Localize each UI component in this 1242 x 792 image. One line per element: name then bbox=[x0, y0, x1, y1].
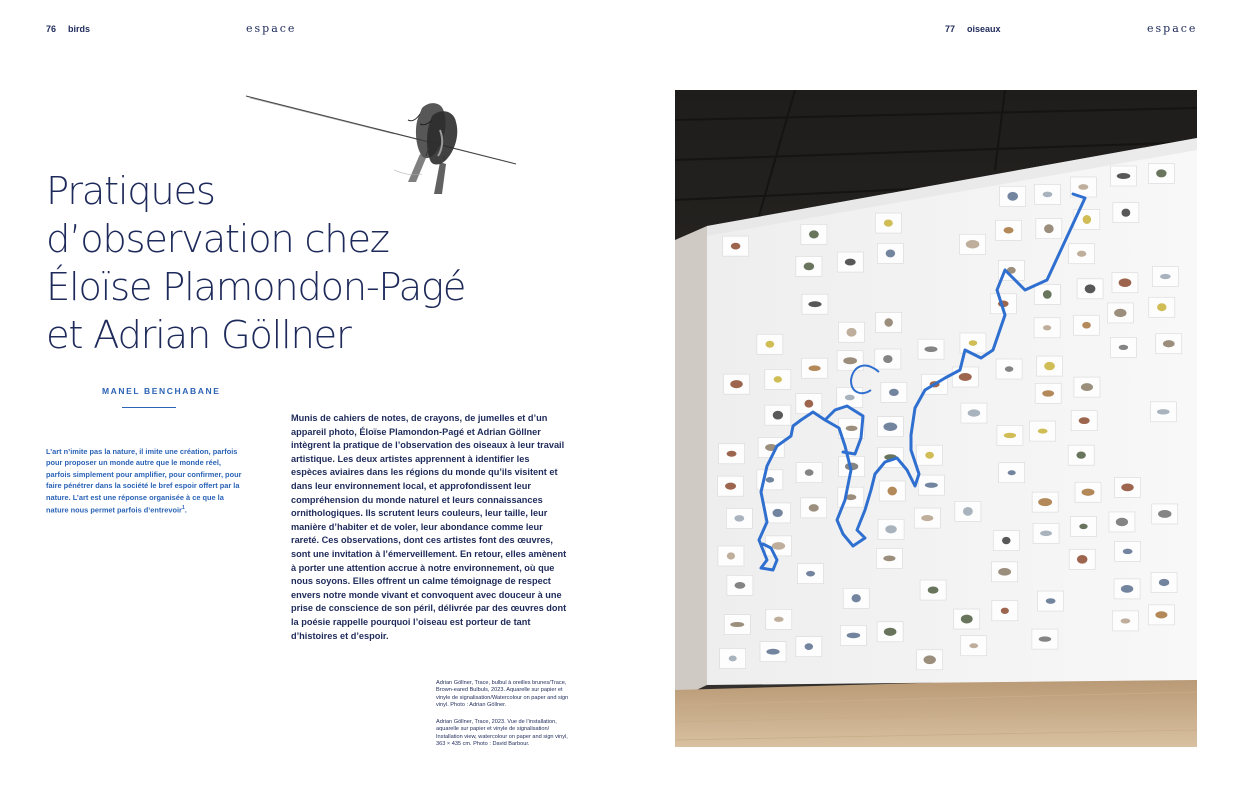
bird-watercolour bbox=[725, 483, 736, 490]
article-title bbox=[46, 168, 586, 360]
bird-watercolour bbox=[804, 400, 813, 408]
bird-watercolour bbox=[925, 482, 938, 487]
bird-watercolour bbox=[883, 422, 897, 430]
bird-watercolour bbox=[731, 243, 740, 250]
bird-watercolour bbox=[886, 249, 895, 257]
bird-watercolour bbox=[1119, 345, 1128, 350]
bird-watercolour bbox=[1039, 636, 1052, 641]
bird-watercolour bbox=[773, 411, 783, 420]
bird-watercolour bbox=[1077, 555, 1088, 564]
bird-watercolour bbox=[1078, 184, 1088, 190]
bird-watercolour bbox=[772, 542, 785, 550]
bird-watercolour bbox=[845, 395, 855, 401]
bird-watercolour bbox=[969, 643, 978, 648]
bird-watercolour bbox=[1043, 325, 1051, 330]
page-number-right: 77 bbox=[945, 24, 956, 34]
bird-watercolour bbox=[1123, 549, 1133, 554]
bird-watercolour bbox=[1079, 417, 1090, 424]
article-body: Munis de cahiers de notes, de crayons, de jumelles et d’un appareil photo, Éloïse Plamondon-Pagé et Adrian Göllner intègrent la pratique de l’observation des oiseaux à leur travail artistique. Les deux artistes apprennent à identifier les espèces aviaires dans les régions du monde qu’ils visitent et dans leur environnement local, et approfondissent leur compréhension du monde naturel et leurs connaissances ornithologiques. Ils scrutent leurs couleurs, leur taille, leur manière d’habiter et de voler, leur abondance comme leur rareté. Ces observations, dont ces artistes font des œuvres, sont une invitation à l’émerveillement. En retour, elles amènent à porter une attention accrue à notre environnement, où que nous soyons. Elles offrent un calme témoignage de respect envers notre monde vivant et convoquent avec douceur à une prise de conscience de son péril, délivrée par des œuvres dont la poésie rappelle pourquoi l’oiseau est porteur de tant d’histoires et d’espoir. bbox=[291, 413, 567, 641]
title-line: Pratiques bbox=[46, 169, 215, 214]
author-byline: MANEL BENCHABANE bbox=[102, 386, 221, 396]
right-page bbox=[621, 0, 1242, 792]
photo-caption-1: Adrian Göllner, Trace, bulbul à oreilles brunes/Trace, Brown-eared Bulbuls, 2023. Aquarelle sur papier et vinyle de signalisation/Watercolour on paper and sign vinyl. Photo : Adrian Göllner. bbox=[436, 680, 569, 709]
bird-watercolour bbox=[923, 655, 935, 664]
page-number-left: 76 bbox=[46, 24, 57, 34]
bird-watercolour bbox=[1156, 169, 1166, 177]
bird-watercolour bbox=[1155, 611, 1167, 618]
bird-watercolour bbox=[1044, 362, 1055, 370]
bird-watercolour bbox=[884, 628, 897, 636]
photo-caption-2: Adrian Göllner, Trace, 2023. Vue de l’installation, aquarelle sur papier et vinyle de signalisation/ Installation view, watercolour on paper and sign vinyl, 363 × 435 cm. Photo : David Barbour. bbox=[436, 719, 568, 748]
bird-watercolour bbox=[727, 552, 735, 559]
installation-scene bbox=[675, 90, 1197, 747]
title-line: Éloïse Plamondon-Pagé bbox=[46, 265, 466, 310]
section-label-left: birds bbox=[68, 24, 91, 34]
bird-watercolour bbox=[1044, 224, 1054, 233]
bird-watercolour bbox=[1121, 483, 1133, 491]
epigraph-text: L’art n’imite pas la nature, il imite une création, parfois pour proposer un monde autre que le monde réel, parfois simplement pour amplifier, pour confirmer, pour faire pénétrer dans la société le bref espoir offert par la nature. L’art est une réponse organisée à ce que la nature nous permet parfois d’entrevoir bbox=[46, 447, 242, 515]
bird-watercolour bbox=[805, 643, 813, 650]
bird-watercolour bbox=[1083, 215, 1092, 224]
bird-watercolour bbox=[1043, 290, 1052, 299]
bird-watercolour bbox=[1004, 227, 1014, 233]
bird-watercolour bbox=[1007, 192, 1018, 201]
bird-watercolour bbox=[925, 452, 934, 459]
gallery-installation-photo bbox=[675, 90, 1197, 747]
bird-watercolour bbox=[847, 633, 861, 639]
bird-watercolour bbox=[727, 451, 737, 457]
bird-watercolour bbox=[774, 376, 782, 382]
bird-watercolour bbox=[998, 568, 1011, 576]
section-label-right: oiseaux bbox=[967, 24, 1001, 34]
bird-watercolour bbox=[1160, 274, 1171, 279]
bird-watercolour bbox=[1082, 322, 1091, 329]
bird-watercolour bbox=[1121, 585, 1133, 593]
bird-watercolour bbox=[766, 477, 774, 483]
bird-watercolour bbox=[1002, 537, 1010, 544]
bird-watercolour bbox=[961, 615, 973, 624]
bird-watercolour bbox=[847, 328, 857, 337]
bird-watercolour bbox=[806, 571, 815, 577]
bird-watercolour bbox=[730, 622, 744, 627]
bird-watercolour bbox=[809, 230, 819, 238]
bird-watercolour bbox=[959, 373, 972, 381]
bird-watercolour bbox=[1082, 489, 1095, 496]
bird-watercolour bbox=[1046, 598, 1056, 604]
bird-watercolour bbox=[1081, 383, 1093, 391]
bird-watercolour bbox=[1158, 510, 1171, 518]
bird-watercolour bbox=[1076, 452, 1085, 459]
bird-watercolour bbox=[774, 617, 784, 622]
bird-watercolour bbox=[1116, 518, 1128, 526]
bird-watercolour bbox=[1159, 579, 1170, 586]
bird-watercolour bbox=[1077, 251, 1086, 257]
bird-watercolour bbox=[925, 346, 938, 352]
bird-watercolour bbox=[735, 582, 746, 589]
magazine-brand-left: espace bbox=[246, 22, 297, 35]
bird-watercolour bbox=[1004, 433, 1016, 438]
bird-watercolour bbox=[888, 487, 897, 496]
bird-watercolour bbox=[1121, 209, 1130, 217]
bird-watercolour bbox=[730, 380, 743, 388]
bird-watercolour bbox=[884, 318, 892, 327]
bird-watercolour bbox=[1157, 303, 1166, 311]
bird-watercolour bbox=[1040, 531, 1052, 537]
bird-watercolour bbox=[1042, 390, 1054, 396]
bird-watercolour bbox=[766, 649, 779, 655]
bird-watercolour bbox=[773, 509, 783, 517]
bird-watercolour bbox=[928, 586, 939, 593]
title-line: et Adrian Göllner bbox=[46, 313, 351, 358]
bird-watercolour bbox=[889, 389, 899, 396]
bird-watercolour bbox=[1119, 278, 1132, 287]
bird-watercolour bbox=[809, 504, 819, 512]
bird-watercolour bbox=[921, 515, 933, 521]
bird-watercolour bbox=[969, 340, 978, 346]
bird-watercolour bbox=[804, 263, 814, 271]
bird-watercolour bbox=[1038, 429, 1048, 434]
bird-watercolour bbox=[1117, 173, 1131, 179]
bird-watercolour bbox=[1005, 366, 1014, 372]
bird-watercolour bbox=[808, 301, 821, 307]
bird-watercolour bbox=[809, 365, 821, 371]
bird-watercolour bbox=[884, 219, 893, 226]
footnote-marker: 1 bbox=[181, 505, 185, 512]
bird-watercolour bbox=[846, 426, 858, 431]
bird-watercolour bbox=[1079, 524, 1087, 529]
byline-divider bbox=[122, 407, 176, 408]
bird-watercolour bbox=[1008, 470, 1016, 475]
bird-watercolour bbox=[852, 594, 861, 602]
magazine-brand-right: espace bbox=[1147, 22, 1198, 35]
bird-watercolour bbox=[885, 525, 896, 533]
bird-watercolour bbox=[883, 355, 892, 363]
bird-watercolour bbox=[1157, 409, 1170, 414]
bird-watercolour bbox=[734, 515, 744, 522]
epigraph-quote bbox=[46, 446, 242, 516]
bird-watercolour bbox=[968, 409, 981, 416]
bird-watercolour bbox=[966, 240, 980, 248]
title-line: d’observation chez bbox=[46, 217, 389, 262]
bird-watercolour bbox=[1043, 192, 1053, 198]
bird-watercolour bbox=[1001, 608, 1009, 614]
bird-watercolour bbox=[766, 341, 775, 348]
bird-watercolour bbox=[1085, 284, 1096, 293]
bird-watercolour bbox=[1121, 618, 1131, 623]
bird-watercolour bbox=[1038, 498, 1052, 506]
bird-watercolour bbox=[805, 469, 814, 476]
bird-watercolour bbox=[1163, 340, 1175, 347]
bird-watercolour bbox=[729, 655, 737, 661]
bird-watercolour bbox=[843, 357, 857, 364]
epigraph-end: . bbox=[184, 505, 187, 515]
bird-watercolour bbox=[963, 507, 973, 516]
bird-watercolour bbox=[1114, 309, 1126, 317]
bird-watercolour bbox=[845, 259, 856, 266]
bird-watercolour bbox=[883, 555, 895, 561]
